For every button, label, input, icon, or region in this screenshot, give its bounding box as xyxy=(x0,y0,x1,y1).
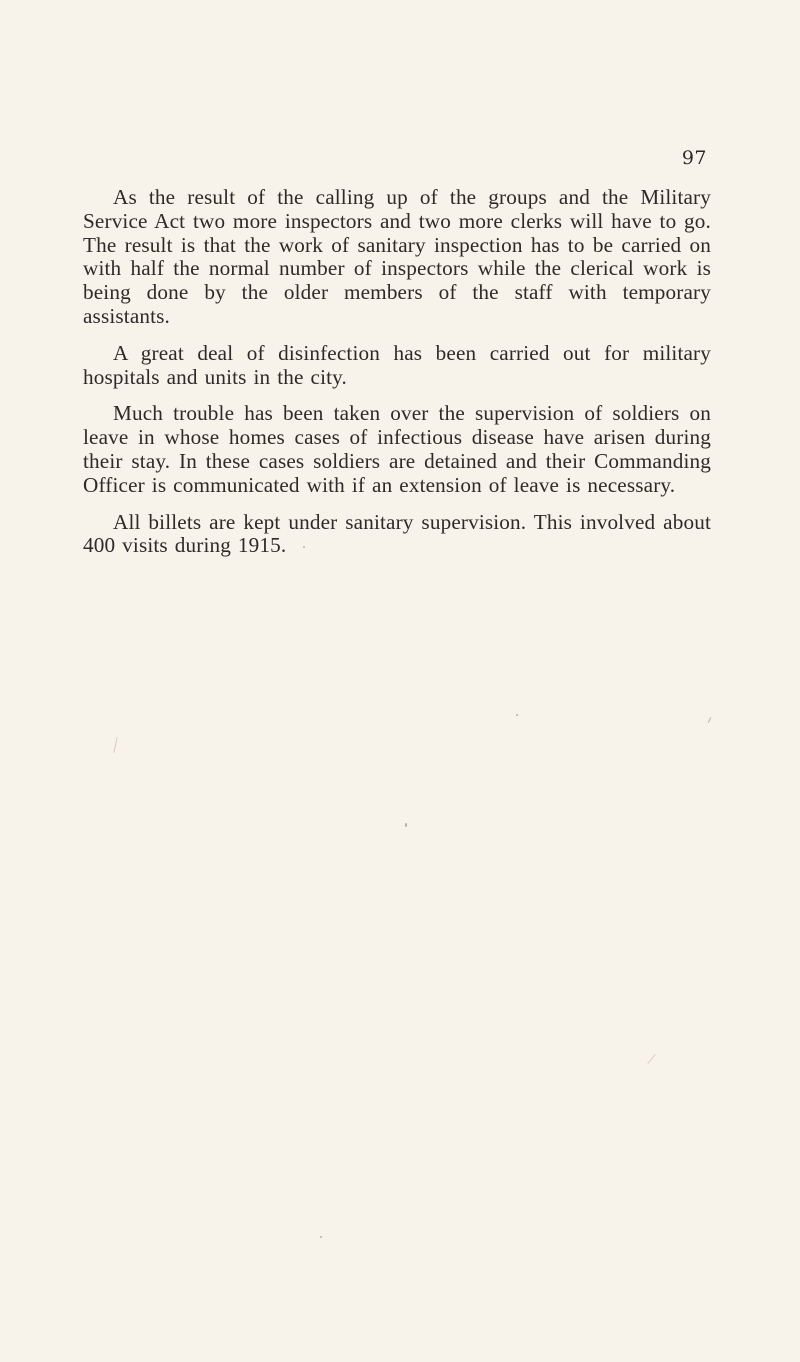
paper-speck xyxy=(708,717,711,723)
paragraph-military-service: As the result of the calling up of the groups and the Military Service Act two more inspectors and two more clerks will have to go. The result is that the work of sanitary inspection has to be carried on with half the normal number of inspectors while the clerical work is being done by the older members of the staff with temporary assistants. xyxy=(83,185,711,328)
page-number: 97 xyxy=(681,147,707,169)
paper-speck xyxy=(113,737,117,753)
paragraph-billets: All billets are kept under sanitary supervision. This involved about 400 visits during 1915. xyxy=(83,509,711,558)
body-text xyxy=(83,186,711,571)
paragraph-disinfection: A great deal of disinfection has been carried out for military hospitals and units in the city. xyxy=(83,340,711,389)
paper-speck xyxy=(405,823,407,827)
paper-speck xyxy=(320,1236,322,1238)
paragraph-soldiers-on-leave: Much trouble has been taken over the supervision of soldiers on leave in whose homes cases of infectious disease have arisen during their stay. In these cases soldiers are detained and their Commanding Officer is communicated with if an extension of leave is necessary. xyxy=(83,401,711,497)
paper-speck xyxy=(303,546,305,548)
paper-speck xyxy=(647,1054,655,1064)
paper-speck xyxy=(516,714,518,716)
